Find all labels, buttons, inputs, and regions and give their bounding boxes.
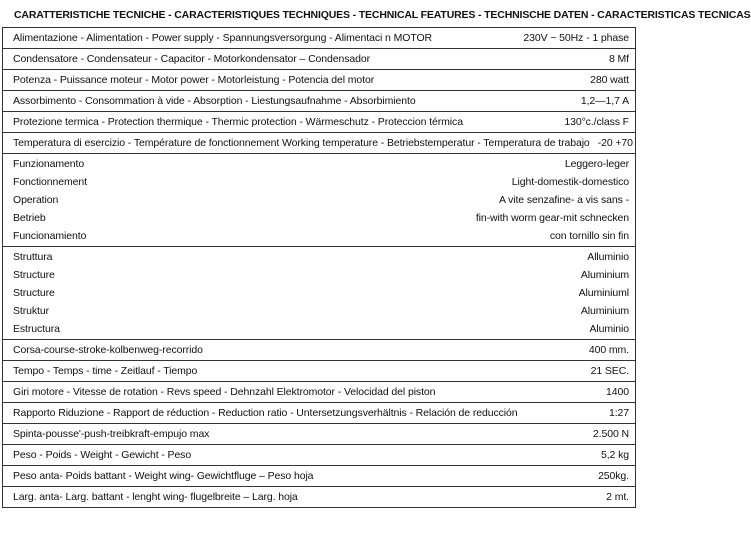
table-cell [3, 70, 636, 91]
table-cell [3, 91, 636, 112]
structure-value: Alluminio [587, 251, 629, 263]
table-row [3, 403, 636, 424]
table-cell [3, 154, 636, 247]
row-label: Peso anta- Poids battant - Weight wing- Gewichtfluge – Peso hoja [13, 470, 314, 482]
table-cell [3, 424, 636, 445]
structure-label: Structure [13, 269, 55, 281]
table-cell [3, 382, 636, 403]
row-value: 21 SEC. [590, 365, 629, 377]
row-value: 280 watt [590, 74, 629, 86]
technical-features-sheet [2, 3, 751, 546]
row-label: Alimentazione - Alimentation - Power supply - Spannungsversorgung - Alimentaci n MOTOR [13, 32, 432, 44]
sheet-title: CARATTERISTICHE TECNICHE - CARACTERISTIQUES TECHNIQUES - TECHNICAL FEATURES - TECHNISCHE DATEN - CARACTERISTICAS TECNICAS [14, 9, 751, 21]
row-value: 1400 [606, 386, 629, 398]
row-value: 1,2—1,7 A [580, 95, 629, 107]
structure-label: Struttura [13, 251, 53, 263]
table-cell [3, 340, 636, 361]
table-row-operation [3, 154, 636, 247]
row-label: Corsa-course-stroke-kolbenweg-recorrido [13, 344, 203, 356]
table-cell [3, 487, 636, 508]
table-row [3, 112, 636, 133]
table-row [3, 91, 636, 112]
structure-value: Aluminium [580, 269, 629, 281]
row-label: Larg. anta- Larg. battant - lenght wing- flugelbreite – Larg. hoja [13, 491, 298, 503]
row-value: 250kg. [598, 470, 629, 482]
table-row [3, 28, 636, 49]
operation-value: fin-with worm gear-mit schnecken [475, 212, 629, 224]
row-label: Peso - Poids - Weight - Gewicht - Peso [13, 449, 192, 461]
table-cell [3, 28, 636, 49]
operation-label: Betrieb [13, 212, 46, 224]
row-value: 5,2 kg [600, 449, 629, 461]
specs-table [2, 27, 636, 508]
table-row [3, 340, 636, 361]
table-row [3, 70, 636, 91]
structure-value: Aluminiuml [578, 287, 629, 299]
table-row-structure [3, 247, 636, 340]
row-value: 2.500 N [592, 428, 629, 440]
structure-label: Struktur [13, 305, 49, 317]
table-row [3, 487, 636, 508]
operation-label: Operation [13, 194, 59, 206]
row-value: 130°c./class F [564, 116, 629, 128]
operation-label: Funzionamento [13, 158, 85, 170]
operation-value: Light-domestik-domestico [511, 176, 629, 188]
table-cell [3, 466, 636, 487]
row-value: 1:27 [608, 407, 629, 419]
structure-value: Aluminium [580, 305, 629, 317]
operation-label: Funcionamiento [13, 230, 87, 242]
operation-value: A vite senzafine- a vis sans - [498, 194, 629, 206]
operation-label: Fonctionnement [13, 176, 87, 188]
row-label: Spinta-pousse'-push-treibkraft-empujo max [13, 428, 210, 440]
table-row [3, 466, 636, 487]
row-value: 2 mt. [606, 491, 629, 503]
row-value: 230V ~ 50Hz - 1 phase [523, 32, 629, 44]
table-row [3, 445, 636, 466]
row-label: Condensatore - Condensateur - Capacitor - Motorkondensator – Condensador [13, 53, 371, 65]
table-cell [3, 112, 636, 133]
table-row [3, 424, 636, 445]
table-row [3, 49, 636, 70]
row-label: Giri motore - Vitesse de rotation - Revs speed - Dehnzahl Elektromotor - Velocidad del piston [13, 386, 436, 398]
table-cell [3, 403, 636, 424]
structure-label: Estructura [13, 323, 60, 335]
structure-value: Aluminio [589, 323, 629, 335]
table-cell [3, 445, 636, 466]
table-cell [3, 361, 636, 382]
row-value: -20 +70 [597, 137, 633, 149]
table-row [3, 133, 636, 154]
row-label: Temperatura di esercizio - Température de fonctionnement Working temperature - Betriebstemperatur - Temperatura de trabajo [13, 137, 590, 149]
structure-label: Structure [13, 287, 55, 299]
row-label: Assorbimento - Consommation à vide - Absorption - Liestungsaufnahme - Absorbimiento [13, 95, 416, 107]
table-row [3, 361, 636, 382]
table-cell [3, 133, 636, 154]
row-label: Protezione termica - Protection thermique - Thermic protection - Wärmeschutz - Proteccion térmica [13, 116, 463, 128]
table-cell [3, 247, 636, 340]
row-label: Potenza - Puissance moteur - Motor power - Motorleistung - Potencia del motor [13, 74, 375, 86]
operation-value: Leggero-leger [564, 158, 629, 170]
table-cell [3, 49, 636, 70]
row-label: Rapporto Riduzione - Rapport de réduction - Reduction ratio - Untersetzungsverhältnis - Relación de reducción [13, 407, 518, 419]
table-row [3, 382, 636, 403]
row-label: Tempo - Temps - time - Zeitlauf - Tiempo [13, 365, 198, 377]
row-value: 8 Mf [608, 53, 629, 65]
row-value: 400 mm. [588, 344, 629, 356]
operation-value: con tornillo sin fin [549, 230, 629, 242]
